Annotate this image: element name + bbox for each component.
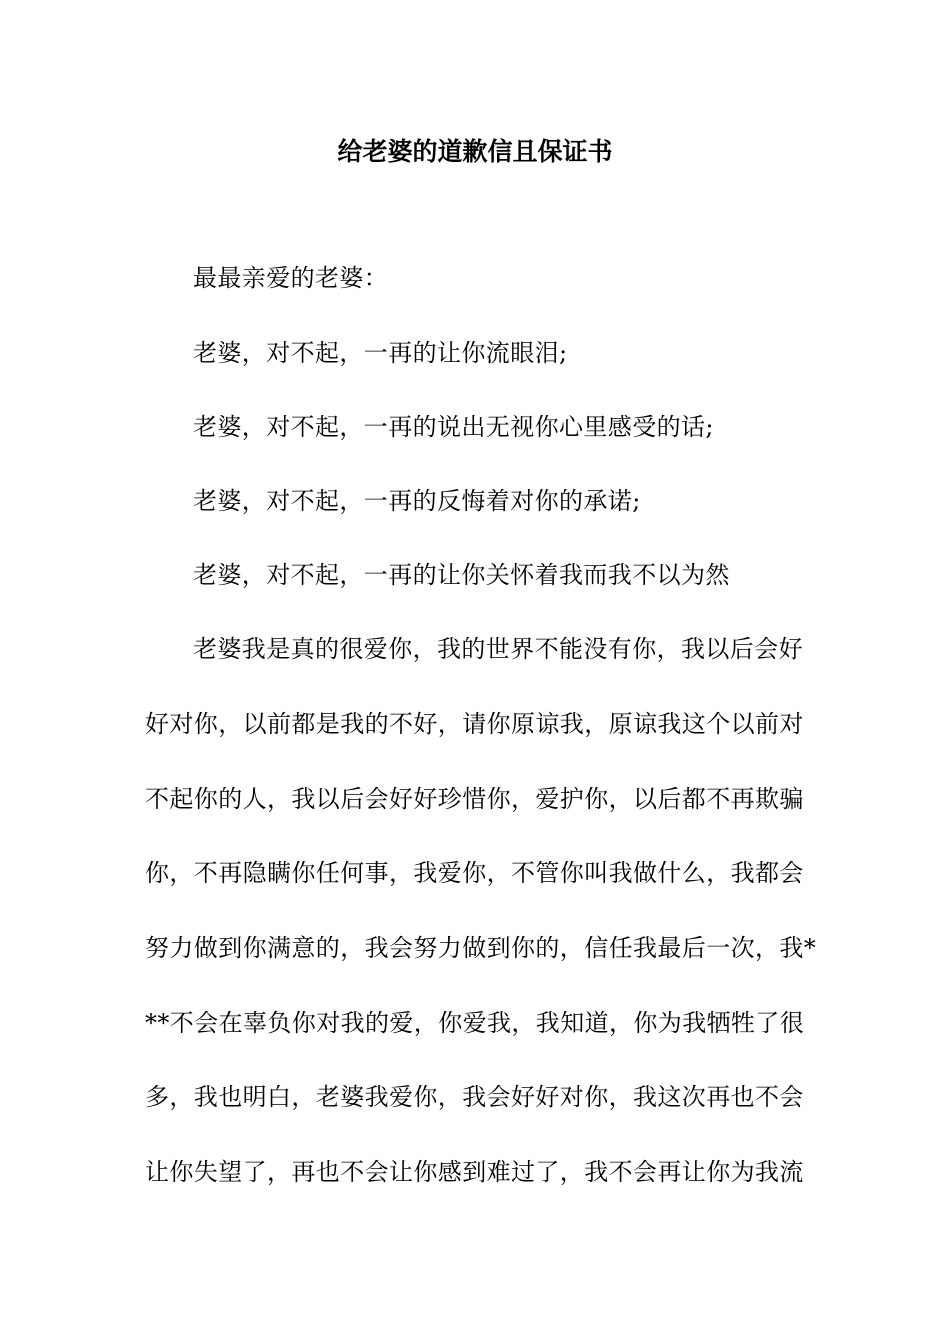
body-line: 好对你，以前都是我的不好，请你原谅我，原谅我这个以前对 (145, 710, 804, 738)
body-line: 老婆我是真的很爱你，我的世界不能没有你，我以后会好 (193, 635, 803, 663)
body-line: 让你失望了，再也不会让你感到难过了，我不会再让你为我流 (145, 1158, 804, 1186)
body-line: 不起你的人，我以后会好好珍惜你，爱护你，以后都不再欺骗 (145, 785, 804, 813)
apology-line: 老婆，对不起，一再的让你流眼泪; (193, 339, 568, 367)
body-line: 努力做到你满意的，我会努力做到你的，信任我最后一次，我* (145, 934, 817, 962)
salutation: 最最亲爱的老婆： (193, 264, 389, 292)
body-line: 多，我也明白，老婆我爱你，我会好好对你，我这次再也不会 (145, 1083, 804, 1111)
body-line: **不会在辜负你对我的爱，你爱我，我知道，你为我牺牲了很 (145, 1009, 805, 1037)
document-title: 给老婆的道歉信且保证书 (337, 137, 613, 166)
apology-line: 老婆，对不起，一再的反悔着对你的承诺; (193, 487, 641, 515)
body-line: 你，不再隐瞒你任何事，我爱你，不管你叫我做什么，我都会 (145, 859, 804, 887)
apology-line: 老婆，对不起，一再的让你关怀着我而我不以为然 (193, 561, 730, 589)
apology-line: 老婆，对不起，一再的说出无视你心里感受的话; (193, 413, 714, 441)
